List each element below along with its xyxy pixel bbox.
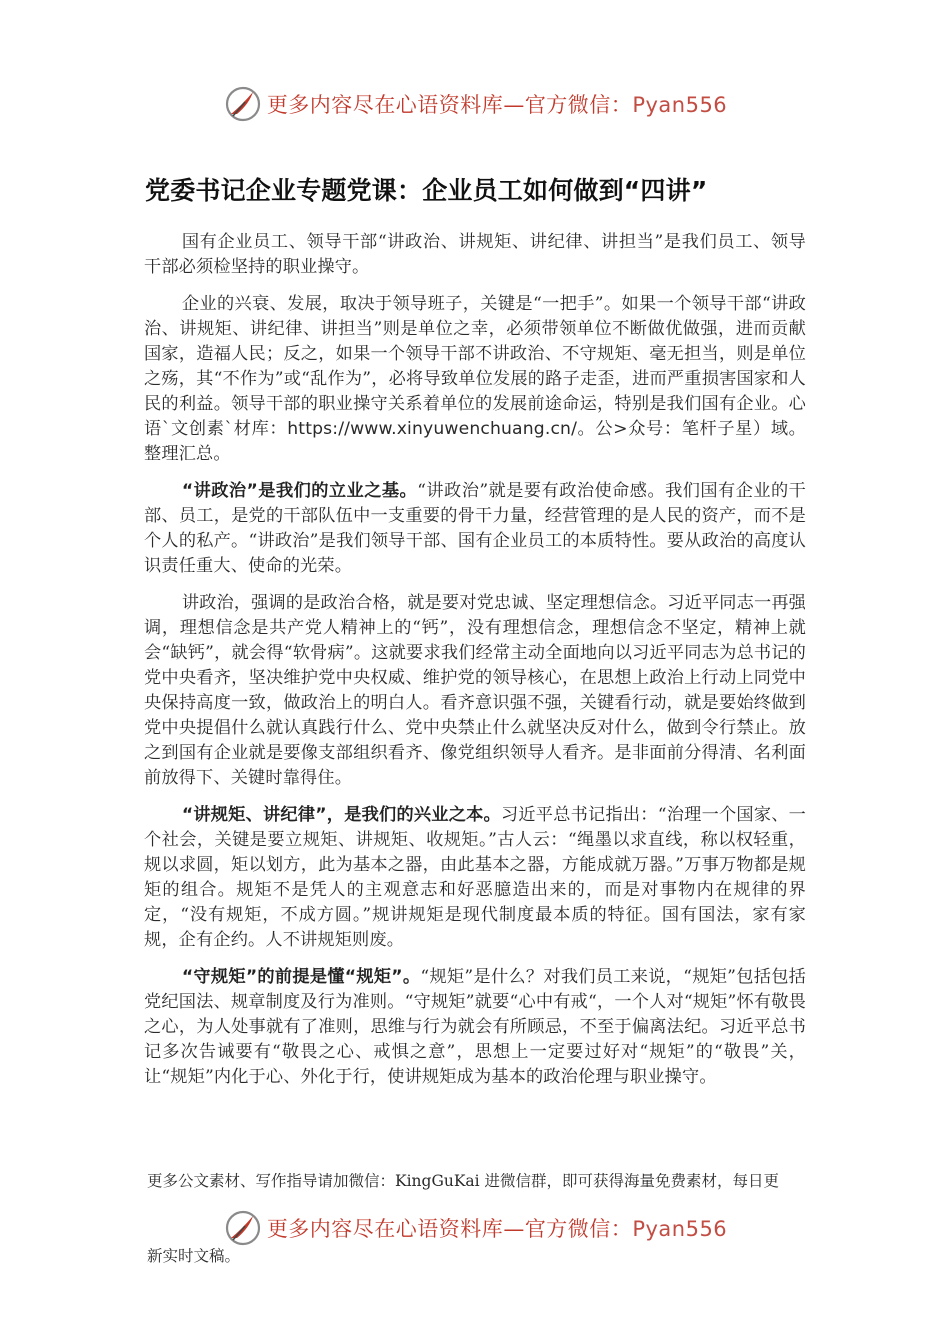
paragraph-6 (144, 965, 806, 1090)
paragraph-4: 讲政治，强调的是政治合格，就是要对党忠诚、坚定理想信念。习近平同志一再强调，理想信念是共产党人精神上的“钙”，没有理想信念，理想信念不坚定，精神上就会“缺钙”，就会得“软骨病”。这就要求我们经常主动全面地向以习近平同志为总书记的党中央看齐，坚决维护党中央权威、维护党的领导核心，在思想上政治上行动上同党中央保持高度一致，做政治上的明白人。看齐意识强不强，关键看行动，就是要始终做到党中央提倡什么就认真践行什么、党中央禁止什么就坚决反对什么，做到令行禁止。放之到国有企业就是要像支部组织看齐、像党组织领导人看齐。是非面前分得清、名利面前放得下、关键时靠得住。 (144, 593, 806, 788)
paragraph-6-text: “规矩”是什么？对我们员工来说，“规矩”包括包括党纪国法、规章制度及行为准则。“守规矩”就要“心中有戒“，一个人对“规矩”怀有敬畏之心，为人处事就有了准则，思维与行为就会有所顾忌，不至于偏离法纪。习近平总书记多次告诫要有“敬畏之心、戒惧之意”，思想上一定要过好对“规矩”的“敬畏”关，让“规矩”内化于心、外化于行，使讲规矩成为基本的政治伦理与职业操守。 (144, 967, 807, 1087)
banner-wechat-label: 官方微信： (524, 93, 633, 117)
paragraph-2-tail: 。公>众号：笔杆子星）域。整理汇总。 (144, 419, 806, 464)
paragraph-2 (144, 292, 806, 467)
banner-wechat-id: Pyan556 (632, 93, 728, 117)
quill-logo-icon (223, 84, 263, 124)
paragraph-5-heading: “讲规矩、讲纪律”，是我们的兴业之本。 (181, 805, 501, 825)
footer-banner (0, 1206, 950, 1250)
paragraph-5 (144, 803, 806, 953)
paragraph-2-text: 企业的兴衰、发展，取决于领导班子，关键是“一把手”。如果一个领导干部“讲政治、讲规矩、讲纪律、讲担当”则是单位之幸，必须带领单位不断做优做强，进而贡献国家，造福人民；反之，如果一个领导干部不讲政治、不守规矩、毫无担当，则是单位之殇，其“不作为”或“乱作为”，必将导致单位发展的路子走歪，进而严重损害国家和人民的利益。领导干部的职业操守关系着单位的发展前途命运，特别是我们国有企业。心语`文创素`材库： (144, 294, 806, 439)
quill-logo-icon (223, 1208, 263, 1248)
paragraph-6-heading: “守规矩”的前提是懂“规矩”。 (181, 967, 421, 987)
footer-note-end: 新实时文稿。 (147, 1247, 241, 1265)
footer-note (147, 1169, 809, 1193)
banner-wechat-label: 官方微信： (524, 1217, 633, 1241)
footer-note-text: 更多公文素材、写作指导请加微信： (147, 1172, 396, 1190)
paragraph-3-text: “讲政治”就是要有政治使命感。我们国有企业的干部、员工，是党的干部队伍中一支重要的骨干力量，经营管理的是人民的资产，而不是个人的私产。“讲政治”是我们领导干部、国有企业员工的本质特性。要从政治的高度认识责任重大、使命的光荣。 (144, 481, 806, 576)
banner-library-name: 更多内容尽在心语资料库 (266, 1217, 504, 1241)
banner-text (267, 1213, 727, 1243)
banner-text (267, 89, 727, 119)
paragraph-5-text: 习近平总书记指出：“治理一个国家、一个社会，关键是要立规矩、讲规矩、收规矩。”古人云：“绳墨以求直线，称以权轻重，规以求圆，矩以划方，此为基本之器，由此基本之器，方能成就万器。”万事万物都是规矩的组合。规矩不是凭人的主观意志和好恶臆造出来的，而是对事物内在规律的界定，“没有规矩，不成方圆。”规讲规矩是现代制度最本质的特征。国有国法，家有家规，企有企约。人不讲规矩则废。 (144, 805, 806, 950)
document-title: 党委书记企业专题党课：企业员工如何做到“四讲” (145, 176, 708, 205)
source-url-link[interactable]: https://www.xinyuwenchuang.cn/ (287, 419, 578, 439)
document-body (144, 230, 806, 1102)
banner-dash: — (503, 1217, 525, 1241)
banner-library-name: 更多内容尽在心语资料库 (266, 93, 504, 117)
banner-dash: — (503, 93, 525, 117)
paragraph-3 (144, 479, 806, 579)
footer-wechat-id: KingGuKai (395, 1172, 480, 1190)
paragraph-3-heading: “讲政治”是我们的立业之基。 (181, 481, 418, 501)
banner-wechat-id: Pyan556 (632, 1217, 728, 1241)
header-banner (0, 82, 950, 126)
paragraph-1: 国有企业员工、领导干部“讲政治、讲规矩、讲纪律、讲担当”是我们员工、领导干部必须检坚持的职业操守。 (144, 232, 806, 277)
footer-note-tail: 进微信群，即可获得海量免费素材，每日更 (479, 1172, 780, 1190)
